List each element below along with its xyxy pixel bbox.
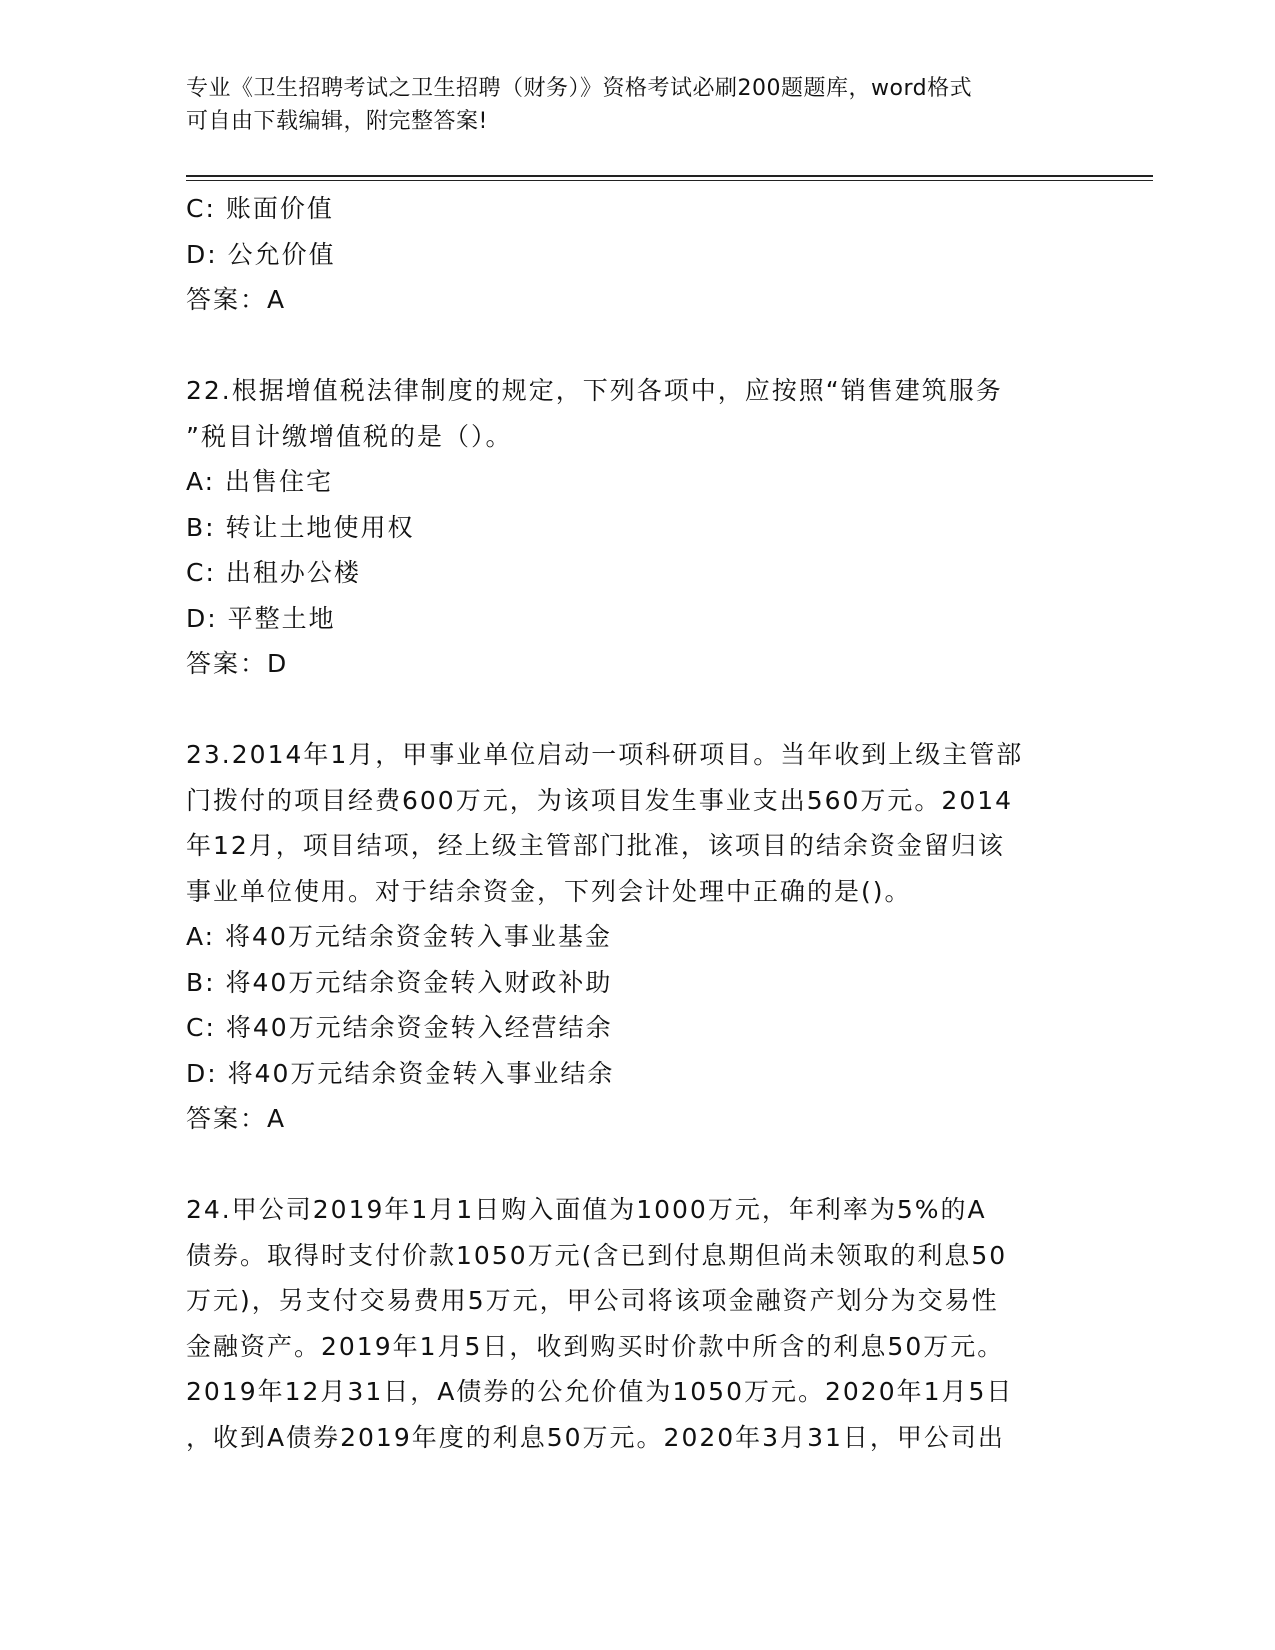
option-c: C: 账面价值 (186, 194, 334, 223)
question-text-line: 债券。取得时支付价款1050万元(含已到付息期但尚未领取的利息50 (186, 1240, 1008, 1270)
option-a: A: 将40万元结余资金转入事业基金 (186, 922, 612, 951)
answer-line: 答案：A (186, 1104, 287, 1133)
question-text-line: 年12月，项目结项，经上级主管部门批准，该项目的结余资金留归该 (186, 831, 1005, 860)
answer-line: 答案：A (186, 285, 287, 314)
question-text-line: 事业单位使用。对于结余资金，下列会计处理中正确的是()。 (186, 876, 912, 906)
question-text-line: ”税目计缴增值税的是（）。 (186, 421, 513, 451)
question-text-line: ，收到A债券2019年度的利息50万元。2020年3月31日，甲公司出 (186, 1422, 1005, 1452)
question-24 (186, 1187, 1086, 1460)
header-line-1: 专业《卫生招聘考试之卫生招聘（财务）》资格考试必刷200题题库，word格式 (186, 76, 973, 101)
option-c: C: 将40万元结余资金转入经营结余 (186, 1013, 613, 1042)
option-a: A: 出售住宅 (186, 467, 334, 496)
header-divider-thick (186, 175, 1153, 177)
option-b: B: 将40万元结余资金转入财政补助 (186, 967, 613, 997)
question-spacer (186, 687, 1086, 733)
option-c: C: 出租办公楼 (186, 558, 361, 587)
header-line-2: 可自由下载编辑，附完整答案! (186, 109, 488, 134)
option-d: D: 公允价值 (186, 239, 336, 269)
question-text-line: 22.根据增值税法律制度的规定，下列各项中，应按照“销售建筑服务 (186, 376, 1003, 405)
header-divider-thin (186, 180, 1153, 181)
option-d: D: 将40万元结余资金转入事业结余 (186, 1058, 615, 1088)
question-list (186, 186, 1086, 1460)
question-text-line: 23.2014年1月，甲事业单位启动一项科研项目。当年收到上级主管部 (186, 740, 1024, 769)
question-21-tail (186, 186, 1086, 323)
question-spacer (186, 1142, 1086, 1188)
option-d: D: 平整土地 (186, 603, 336, 633)
option-b: B: 转让土地使用权 (186, 512, 415, 542)
question-text-line: 2019年12月31日，A债券的公允价值为1050万元。2020年1月5日 (186, 1377, 1014, 1406)
question-23 (186, 732, 1086, 1142)
question-text-line: 万元)，另支付交易费用5万元，甲公司将该项金融资产划分为交易性 (186, 1286, 999, 1315)
answer-line: 答案：D (186, 649, 289, 678)
question-text-line: 24.甲公司2019年1月1日购入面值为1000万元，年利率为5%的A (186, 1195, 987, 1224)
question-text-line: 金融资产。2019年1月5日，收到购买时价款中所含的利息50万元。 (186, 1331, 1005, 1361)
question-text-line: 门拨付的项目经费600万元，为该项目发生事业支出560万元。2014 (186, 785, 1014, 815)
document-header (186, 72, 1076, 138)
question-spacer (186, 323, 1086, 369)
question-22 (186, 368, 1086, 687)
